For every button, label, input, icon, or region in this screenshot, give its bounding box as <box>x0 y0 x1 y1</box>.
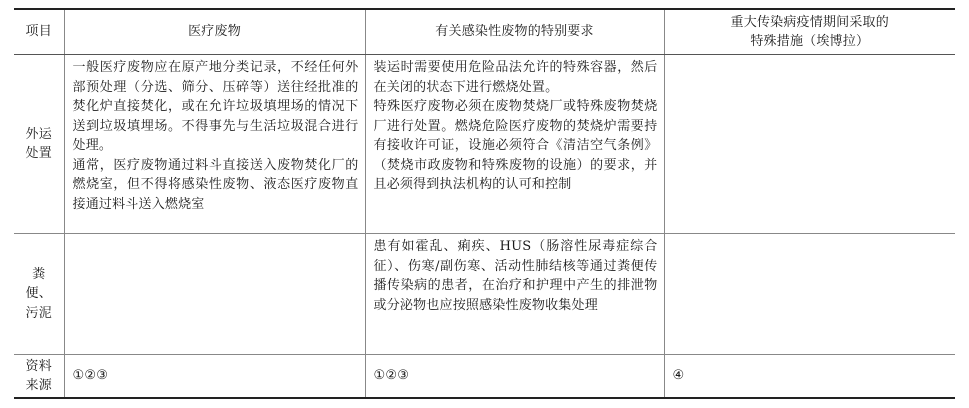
cell-paragraph: 一般医疗废物应在原产地分类记录，不经任何外部预处理（分选、筛分、压碎等）送往经批准的焚化炉直接焚化，或在允许垃圾填埋场的情况下送到垃圾填埋场。不得事先与生活垃圾混合进行处理。 <box>72 60 359 153</box>
table-row-source <box>14 355 955 399</box>
row-label-offsite <box>14 55 64 234</box>
header-epidemic-line2: 特殊措施（埃博拉） <box>750 34 870 49</box>
cell-source-infectious: ①②③ <box>365 355 664 399</box>
header-epidemic-line1: 重大传染病疫情期间采取的 <box>730 14 889 30</box>
row-label-line: 外运 <box>25 126 52 142</box>
cell-source-medical: ①②③ <box>64 355 365 399</box>
row-label-line: 污泥 <box>25 305 52 321</box>
cell-offsite-ebola <box>664 55 955 234</box>
header-item: 项目 <box>14 9 64 55</box>
row-label-line: 粪便、 <box>25 266 52 302</box>
cell-paragraph: 特殊医疗废物必须在废物焚烧厂或特殊废物焚烧厂进行处置。燃烧危险医疗废物的焚烧炉需要持有接收许可证，设施必须符合《清洁空气条例》（焚烧市政废物和特殊废物的设施）的要求，并且必须得到执法机构的认可和控制 <box>373 99 658 192</box>
cell-offsite-infectious <box>365 55 664 234</box>
table-header-row <box>14 9 955 55</box>
cell-paragraph: 通常，医疗废物通过料斗直接送入废物焚化厂的燃烧室，但不得将感染性废物、液态医疗废物直接通过料斗送入燃烧室 <box>72 157 359 212</box>
cell-sludge-infectious <box>365 234 664 355</box>
cell-sludge-medical <box>64 234 365 355</box>
row-label-line: 处置 <box>25 146 52 161</box>
cell-paragraph: 患有如霍乱、痢疾、HUS（肠溶性尿毒症综合征）、伤寒/副伤寒、活动性肺结核等通过粪便传播传染病的患者，在治疗和护理中产生的排泄物或分泌物也应按照感染性废物收集处理 <box>373 239 658 313</box>
cell-paragraph: 装运时需要使用危险品法允许的特殊容器，然后在关闭的状态下进行燃烧处置。 <box>373 60 658 95</box>
row-label-line: 资料 <box>25 358 52 374</box>
cell-offsite-medical <box>64 55 365 234</box>
comparison-table <box>14 8 955 399</box>
table-row-sludge <box>14 234 955 355</box>
row-label-line: 来源 <box>25 378 52 393</box>
cell-source-ebola: ④ <box>664 355 955 399</box>
row-label-sludge <box>14 234 64 355</box>
row-label-source <box>14 355 64 399</box>
cell-sludge-ebola <box>664 234 955 355</box>
header-epidemic-measures <box>664 9 955 55</box>
header-infectious-requirements: 有关感染性废物的特别要求 <box>365 9 664 55</box>
header-medical-waste: 医疗废物 <box>64 9 365 55</box>
table-row-offsite <box>14 55 955 234</box>
